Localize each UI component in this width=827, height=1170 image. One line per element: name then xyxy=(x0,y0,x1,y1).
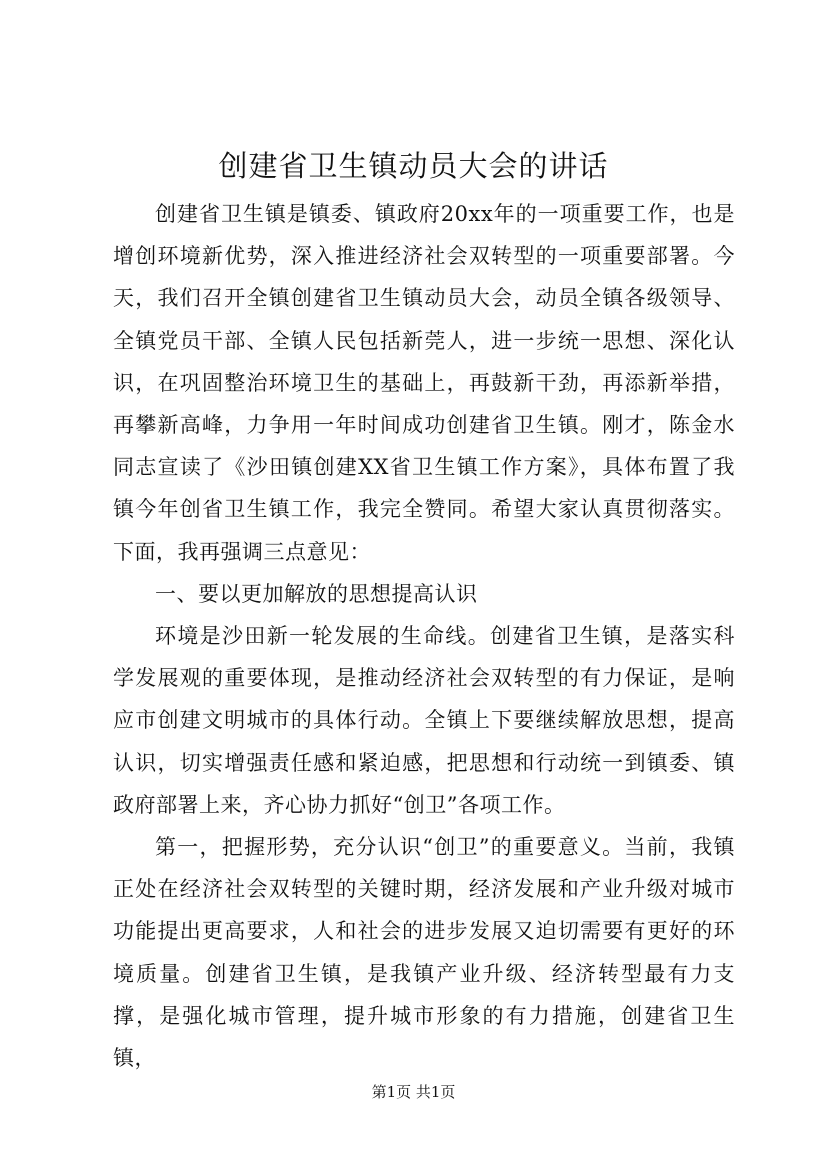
paragraph-intro: 创建省卫生镇是镇委、镇政府20xx年的一项重要工作，也是增创环境新优势，深入推进经济社会双转型的一项重要部署。今天，我们召开全镇创建省卫生镇动员大会，动员全镇各级领导、全镇党员干部、全镇人民包括新莞人，进一步统一思想、深化认识，在巩固整治环境卫生的基础上，再鼓新干劲，再添新举措，再攀新高峰，力争用一年时间成功创建省卫生镇。刚才，陈金水同志宣读了《沙田镇创建XX省卫生镇工作方案》，具体布置了我镇今年创省卫生镇工作，我完全赞同。希望大家认真贯彻落实。下面，我再强调三点意见： xyxy=(113,202,735,564)
paragraph-first-point: 第一，把握形势，充分认识“创卫”的重要意义。当前，我镇正处在经济社会双转型的关键时期，经济发展和产业升级对城市功能提出更高要求，人和社会的进步发展又迫切需要有更好的环境质量。创建省卫生镇，是我镇产业升级、经济转型最有力支撑，是强化城市管理，提升城市形象的有力措施，创建省卫生镇， xyxy=(113,835,735,1071)
document-title: 创建省卫生镇动员大会的讲话 xyxy=(218,149,609,183)
section-heading-1: 一、要以更加解放的思想提高认识 xyxy=(155,581,478,606)
page-footer: 第1页 共1页 xyxy=(371,1083,456,1101)
document-body xyxy=(113,193,735,1079)
paragraph-environment: 环境是沙田新一轮发展的生命线。创建省卫生镇，是落实科学发展观的重要体现，是推动经济社会双转型的有力保证，是响应市创建文明城市的具体行动。全镇上下要继续解放思想，提高认识，切实增强责任感和紧迫感，把思想和行动统一到镇委、镇政府部署上来，齐心协力抓好“创卫”各项工作。 xyxy=(113,624,735,817)
